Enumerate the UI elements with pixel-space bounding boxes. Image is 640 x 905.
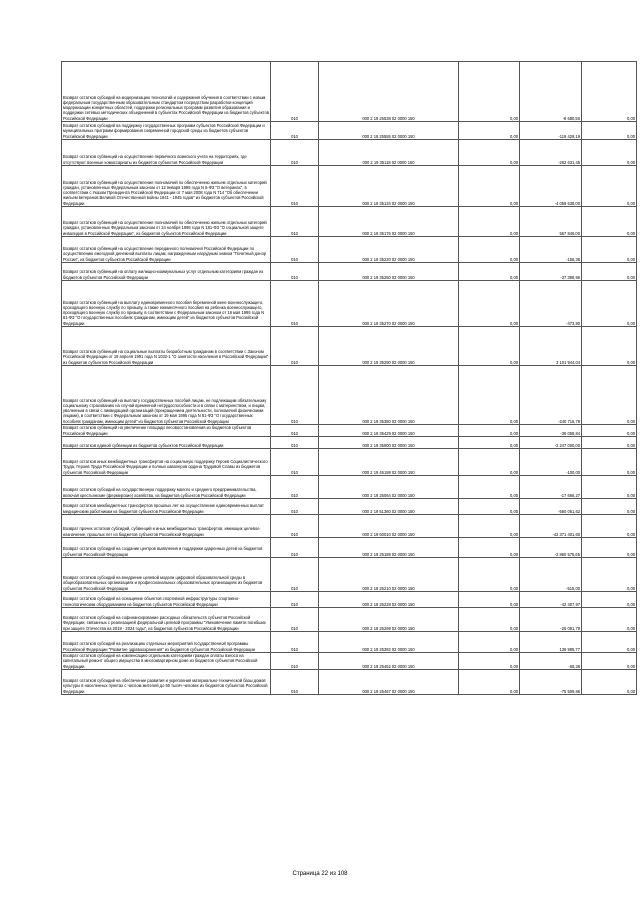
row-exec: -515,00 xyxy=(520,558,582,592)
row-code: 010 xyxy=(271,166,319,207)
row-kbk: 000 2 19 25555 02 0000 150 xyxy=(319,122,459,140)
row-code: 010 xyxy=(271,558,319,592)
row-code: 010 xyxy=(271,476,319,499)
row-exec: -119 429,19 xyxy=(520,122,582,140)
row-plan: 0,00 xyxy=(459,166,520,207)
row-code: 010 xyxy=(271,437,319,449)
row-exec: -4 059 638,00 xyxy=(520,166,582,207)
table-row xyxy=(62,237,637,263)
table-row xyxy=(62,166,637,207)
row-plan: 0,00 xyxy=(459,207,520,237)
row-rest: 0,00 xyxy=(582,140,637,166)
row-code: 010 xyxy=(271,632,319,653)
row-exec: 3 101 944,04 xyxy=(520,327,582,366)
row-code: 010 xyxy=(271,538,319,558)
row-exec: -2 860 575,65 xyxy=(520,538,582,558)
row-name: Возврат остатков субсидий на поддержку государственных программ субъектов Российской Федерации и муниципальных программ формирования современной городской среды из бюджетов субъектов Российской Федерации xyxy=(62,122,271,140)
row-plan: 0,00 xyxy=(459,140,520,166)
row-rest: 0,00 xyxy=(582,207,637,237)
row-exec: -240 716,78 xyxy=(520,366,582,425)
row-exec: -26 081,79 xyxy=(520,608,582,632)
table-row xyxy=(62,515,637,538)
table-row xyxy=(62,449,637,476)
row-code: 010 xyxy=(271,122,319,140)
row-kbk: 000 2 19 35134 02 0000 150 xyxy=(319,166,459,207)
row-code: 010 xyxy=(271,62,319,122)
row-exec: -8 680,50 xyxy=(520,62,582,122)
row-code: 010 xyxy=(271,207,319,237)
page-label: Страница xyxy=(292,871,320,877)
row-kbk: 000 2 19 25064 02 0000 150 xyxy=(319,476,459,499)
row-plan: 0,00 xyxy=(459,425,520,437)
row-rest: 0,00 xyxy=(582,263,637,281)
row-plan: 0,00 xyxy=(459,558,520,592)
row-name: Возврат прочих остатков субсидий, субвенций и иных межбюджетных трансфертов, имеющих целевое назначение, прошлых лет из бюджетов субъектов Российской Федерации xyxy=(62,515,271,538)
row-code: 010 xyxy=(271,281,319,327)
row-exec: -473,90 xyxy=(520,281,582,327)
table-row xyxy=(62,653,637,670)
row-name: Возврат остатков единой субвенции из бюджетов субъектов Российской Федерации xyxy=(62,437,271,449)
row-plan: 0,00 xyxy=(459,592,520,608)
table-row xyxy=(62,632,637,653)
table-row xyxy=(62,366,637,425)
row-kbk: 000 2 19 25462 02 0000 150 xyxy=(319,653,459,670)
row-plan: 0,00 xyxy=(459,608,520,632)
page-separator: из xyxy=(329,871,336,877)
table-row xyxy=(62,122,637,140)
row-code: 010 xyxy=(271,499,319,515)
row-code: 010 xyxy=(271,653,319,670)
row-code: 010 xyxy=(271,366,319,425)
row-name: Возврат остатков субсидий на софинансирование расходных обязательств субъектов Российской Федерации, связанных с реализацией федеральной целевой программы "Увековечение памяти погибших при защите Отечества на 2019 - 2024 годы", из бюджетов субъектов Российской Федерации xyxy=(62,608,271,632)
table-row xyxy=(62,263,637,281)
row-plan: 0,00 xyxy=(459,632,520,653)
row-name: Возврат остатков межбюджетных трансфертов прошлых лет на осуществление единовременных выплат медицинским работникам из бюджетов субъектов Российской Федерации xyxy=(62,499,271,515)
row-code: 010 xyxy=(271,263,319,281)
row-kbk: 000 2 19 35176 02 0000 150 xyxy=(319,207,459,237)
row-plan: 0,00 xyxy=(459,263,520,281)
table-body xyxy=(62,62,637,695)
row-rest: 0,00 xyxy=(582,122,637,140)
row-kbk: 000 2 19 35270 02 0000 150 xyxy=(319,281,459,327)
row-name: Возврат остатков субвенций на оплату жилищно-коммунальных услуг отдельным категориям граждан из бюджетов субъектов Российской Федерации xyxy=(62,263,271,281)
row-rest: 0,00 xyxy=(582,538,637,558)
row-name: Возврат остатков субсидий на реализацию отдельных мероприятий государственной программы Российской Федерации "Развитие здравоохранения" из бюджетов субъектов Российской Федерации xyxy=(62,632,271,653)
row-rest: 0,00 xyxy=(582,62,637,122)
row-rest: 0,00 xyxy=(582,437,637,449)
row-rest: 0,00 xyxy=(582,281,637,327)
row-plan: 0,00 xyxy=(459,327,520,366)
row-kbk: 000 2 19 35380 02 0000 150 xyxy=(319,366,459,425)
row-name: Возврат остатков субвенций на выплату единовременного пособия беременной жене военнослужащего, проходящего военную службу по призыву, а также ежемесячного пособия на ребенка военнослужащего, проходящего военную службу по призыву, в соответствии с Федеральным законом от 19 мая 1995 года N 81-ФЗ "О государственных пособиях гражданам, имеющим детей" из бюджетов субъектов Российской Федерации xyxy=(62,281,271,327)
row-kbk: 000 2 19 35250 02 0000 150 xyxy=(319,263,459,281)
row-rest: 0,00 xyxy=(582,366,637,425)
row-kbk: 000 2 19 25467 02 0000 150 xyxy=(319,670,459,695)
row-name: Возврат остатков иных межбюджетных трансфертов на социальную поддержку Героев Социалистического Труда, Героев Труда Российской Федерации и полных кавалеров ордена Трудовой Славы из бюджетов субъектов Российской Федерации xyxy=(62,449,271,476)
row-name: Возврат остатков субвенций на осуществление полномочий по обеспечению жильем отдельных категорий граждан, установленных Федеральным законом от 24 ноября 1995 года N 181-ФЗ "О социальной защите инвалидов в Российской Федерации", из бюджетов субъектов Российской Федерации xyxy=(62,207,271,237)
row-plan: 0,00 xyxy=(459,366,520,425)
row-code: 010 xyxy=(271,608,319,632)
row-kbk: 000 2 19 25299 02 0000 150 xyxy=(319,608,459,632)
row-rest: 0,00 xyxy=(582,632,637,653)
row-code: 010 xyxy=(271,140,319,166)
row-exec: -42 371 401,60 xyxy=(520,515,582,538)
report-sheet xyxy=(61,61,636,695)
page-total: 108 xyxy=(337,871,348,877)
table-row xyxy=(62,140,637,166)
row-plan: 0,00 xyxy=(459,281,520,327)
table-row xyxy=(62,608,637,632)
row-code: 010 xyxy=(271,670,319,695)
table-row xyxy=(62,558,637,592)
table-row xyxy=(62,207,637,237)
row-exec: -262 631,45 xyxy=(520,140,582,166)
row-rest: 0,00 xyxy=(582,476,637,499)
row-code: 010 xyxy=(271,425,319,437)
row-kbk: 000 2 19 35900 02 0000 150 xyxy=(319,437,459,449)
table-row xyxy=(62,62,637,122)
row-name: Возврат остатков субсидий на обеспечение развития и укрепления материально-технической базы домов культуры в населенных пунктах с числом жителей до 50 тысяч человек из бюджетов субъектов Российской Федерации xyxy=(62,670,271,695)
row-kbk: 000 2 19 25538 02 0000 150 xyxy=(319,62,459,122)
row-exec: -68,36 xyxy=(520,653,582,670)
row-rest: 0,00 xyxy=(582,425,637,437)
row-name: Возврат остатков субсидий на модернизацию технологий и содержания обучения в соответствии с новым федеральным государственным образовательным стандартом посредством разработки концепций модернизации конкретных областей, поддержки региональных программ развития образования и поддержки сетевых методических объединений в субъектах Российской Федерации из бюджетов субъектов Российской Федерации xyxy=(62,62,271,122)
page-number: 22 xyxy=(321,871,329,877)
table-row xyxy=(62,499,637,515)
table-row xyxy=(62,437,637,449)
row-name: Возврат остатков субсидий на компенсацию отдельным категориям граждан оплаты взноса на капитальный ремонт общего имущества в многоквартирном доме из бюджетов субъектов Российской Федерации xyxy=(62,653,271,670)
row-rest: 0,00 xyxy=(582,166,637,207)
row-exec: 136 985,77 xyxy=(520,632,582,653)
row-plan: 0,00 xyxy=(459,476,520,499)
row-exec: -100,00 xyxy=(520,449,582,476)
row-plan: 0,00 xyxy=(459,237,520,263)
row-code: 010 xyxy=(271,449,319,476)
row-name: Возврат остатков субвенций на социальные выплаты безработным гражданам в соответствии с Законом Российской Федерации от 19 апреля 1991 года N 1032-1 "О занятости населения в Российской Федерации" из бюджетов субъектов Российской Федерации xyxy=(62,327,271,366)
row-rest: 0,00 xyxy=(582,449,637,476)
row-kbk: 000 2 19 25210 02 0000 150 xyxy=(319,558,459,592)
row-name: Возврат остатков субвенций на осуществление переданного полномочия Российской Федерации по осуществлению ежегодной денежной выплаты лицам, награжденным нагрудным знаком "Почетный донор России", из бюджетов субъектов Российской Федерации xyxy=(62,237,271,263)
row-kbk: 000 2 19 25189 02 0000 150 xyxy=(319,538,459,558)
row-name: Возврат остатков субсидий на внедрение целевой модели цифровой образовательной среды в общеобразовательных организациях и профессиональных образовательных организациях из бюджетов субъектов Российской Федерации xyxy=(62,558,271,592)
row-plan: 0,00 xyxy=(459,670,520,695)
row-kbk: 000 2 19 35118 02 0000 150 xyxy=(319,140,459,166)
row-name: Возврат остатков субсидий на государственную поддержку малого и среднего предпринимательства, включая крестьянские (фермерские) хозяйства, из бюджетов субъектов Российской Федерации xyxy=(62,476,271,499)
row-code: 010 xyxy=(271,237,319,263)
row-plan: 0,00 xyxy=(459,538,520,558)
row-kbk: 000 2 19 60010 02 0000 150 xyxy=(319,515,459,538)
row-plan: 0,00 xyxy=(459,437,520,449)
row-plan: 0,00 xyxy=(459,499,520,515)
row-exec: -42 407,97 xyxy=(520,592,582,608)
table-row xyxy=(62,670,637,695)
row-kbk: 000 2 19 35220 02 0000 150 xyxy=(319,237,459,263)
row-plan: 0,00 xyxy=(459,122,520,140)
row-kbk: 000 2 19 25228 02 0000 150 xyxy=(319,592,459,608)
row-rest: 0,00 xyxy=(582,653,637,670)
row-plan: 0,00 xyxy=(459,653,520,670)
row-plan: 0,00 xyxy=(459,515,520,538)
row-rest: 0,00 xyxy=(582,515,637,538)
row-rest: 0,00 xyxy=(582,592,637,608)
row-kbk: 000 2 19 51360 02 0000 150 xyxy=(319,499,459,515)
row-exec: -156,38 xyxy=(520,237,582,263)
row-kbk: 000 2 19 25382 02 0000 150 xyxy=(319,632,459,653)
row-name: Возврат остатков субвенций на выплату государственных пособий лицам, не подлежащим обязательному социальному страхованию на случай временной нетрудоспособности и в связи с материнством, и лицам, уволенным в связи с ликвидацией организаций (прекращением деятельности, полномочий физическими лицами), в соответствии с Федеральным законом от 19 мая 1995 года N 81-ФЗ "О государственных пособиях гражданам, имеющим детей" из бюджетов субъектов Российской Федерации xyxy=(62,366,271,425)
page-footer xyxy=(0,871,640,877)
row-rest: 0,00 xyxy=(582,237,637,263)
row-plan: 0,00 xyxy=(459,449,520,476)
row-kbk: 000 2 19 45198 02 0000 150 xyxy=(319,449,459,476)
row-plan: 0,00 xyxy=(459,62,520,122)
row-exec: -2 247 000,00 xyxy=(520,437,582,449)
row-name: Возврат остатков субсидий на создание центров выявления и поддержки одаренных детей из бюджетов субъектов Российской Федерации xyxy=(62,538,271,558)
table-row xyxy=(62,281,637,327)
row-rest: 0,00 xyxy=(582,670,637,695)
row-name: Возврат остатков субвенций на осуществление первичного воинского учета на территориях, где отсутствуют военные комиссариаты из бюджетов субъектов Российской Федерации xyxy=(62,140,271,166)
table-row xyxy=(62,327,637,366)
row-name: Возврат остатков субсидий на оснащение объектов спортивной инфраструктуры спортивно-технологическим оборудованием из бюджетов субъектов Российской Федерации xyxy=(62,592,271,608)
budget-returns-table xyxy=(61,61,637,695)
row-exec: -75 509,86 xyxy=(520,670,582,695)
row-kbk: 000 2 19 35290 02 0000 150 xyxy=(319,327,459,366)
table-row xyxy=(62,425,637,437)
row-rest: 0,00 xyxy=(582,327,637,366)
row-rest: 0,00 xyxy=(582,608,637,632)
row-exec: -37 398,96 xyxy=(520,263,582,281)
row-code: 010 xyxy=(271,592,319,608)
row-code: 010 xyxy=(271,515,319,538)
row-exec: -36 058,84 xyxy=(520,425,582,437)
row-exec: 567 846,00 xyxy=(520,207,582,237)
row-code: 010 xyxy=(271,327,319,366)
row-exec: -17 666,27 xyxy=(520,476,582,499)
row-rest: 0,00 xyxy=(582,558,637,592)
row-kbk: 000 2 19 35429 02 0000 150 xyxy=(319,425,459,437)
table-row xyxy=(62,592,637,608)
row-exec: -560 061,62 xyxy=(520,499,582,515)
table-row xyxy=(62,538,637,558)
row-name: Возврат остатков субвенций на осуществление полномочий по обеспечению жильем отдельных категорий граждан, установленных Федеральным законом от 12 января 1995 года N 5-ФЗ "О ветеранах", в соответствии с Указом Президента Российской Федерации от 7 мая 2008 года N 714 "Об обеспечении жильем ветеранов Великой Отечественной войны 1941 - 1945 годов" из бюджетов субъектов Российской Федерации xyxy=(62,166,271,207)
row-rest: 0,00 xyxy=(582,499,637,515)
row-name: Возврат остатков субвенций на увеличение площади лесовосстановления из бюджетов субъектов Российской Федерации xyxy=(62,425,271,437)
table-row xyxy=(62,476,637,499)
